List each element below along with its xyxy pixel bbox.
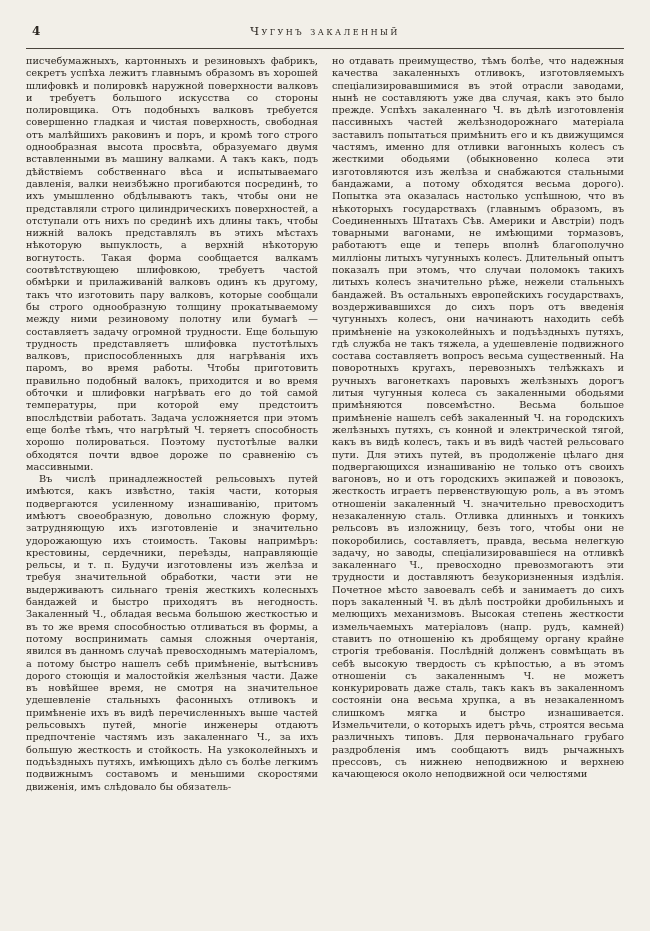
page-number: 4 xyxy=(32,24,41,38)
column-right xyxy=(332,56,624,794)
paragraph: но отдавать преимущество, тѣмъ болѣе, что надежныя качества закаленныхъ отливокъ, изготовляемыхъ спеціализировавшимися въ этой отрасли заводами, нынѣ не составляютъ уже два случая, какъ это было прежде. Успѣхъ закаленнаго Ч. въ дѣлѣ изготовленія пассивныхъ частей желѣзнодорожнаго матеріала заставилъ попытаться примѣнить его и къ движущимся частямъ, именно для отливки вагонныхъ колесъ съ жесткими ободьями (обыкновенно колеса эти изготовляются изъ желѣза и снабжаются стальными бандажами, а потому обходятся весьма дорого). Попытка эта оказалась настолько успѣшною, что въ нѣкоторыхъ государствахъ (главнымъ образомъ, въ Соединенныхъ Штатахъ Сѣв. Америки и Австріи) подъ товарными вагонами, не имѣющими тормазовъ, работаютъ еще и теперь вполнѣ благополучно милліоны литыхъ чугунныхъ колесъ. Длительный опытъ показалъ при этомъ, что случаи поломокъ такихъ литыхъ колесъ значительно рѣже, нежели стальныхъ бандажей. Въ остальныхъ европейскихъ государствахъ, воздерживавшихся до сихъ поръ отъ введенія чугунныхъ колесъ, они начинаютъ находить себѣ примѣненіе на узкоколейныхъ и подъѣздныхъ путяхъ, гдѣ служба не такъ тяжела, а удешевленіе подвижного состава составляетъ вопросъ весьма существенный. На поворотныхъ кругахъ, перевозныхъ телѣжкахъ и ручныхъ вагонеткахъ паровыхъ желѣзныхъ дорогъ литыя чугунныя колеса съ закаленными ободьями примѣняются повсемѣстно. Весьма большое примѣненіе нашелъ себѣ закаленный Ч. на городскихъ желѣзныхъ путяхъ, съ конной и электрической тягой, какъ въ видѣ колесъ, такъ и въ видѣ частей рельсоваго пути. Для этихъ путей, въ продолженіе цѣлаго дня подвергающихся изнашиванію не только отъ своихъ вагоновъ, но и отъ городскихъ экипажей и повозокъ, жесткость играетъ первенствующую роль, а въ этомъ отношеніи закаленный Ч. значительно превосходитъ незакаленную сталь. Отливка длинныхъ и тонкихъ рельсовъ въ изложницу, безъ того, чтобы они не покоробились, составляетъ, правда, весьма нелегкую задачу, но заводы, спеціализировавшіеся на отливкѣ закаленнаго Ч., превосходно превозмогаютъ эти трудности и доставляютъ безукоризненныя издѣлія. Почетное мѣсто завоевалъ себѣ и занимаетъ до сихъ поръ закаленный Ч. въ дѣлѣ постройки дробильныхъ и мелющихъ механизмовъ. Высокая степень жесткости измельчаемыхъ матеріаловъ (напр. рудъ, камней) ставитъ по отношенію къ дробящему органу крайне строгія требованія. Послѣдній долженъ совмѣщать въ себѣ высокую твердость съ крѣпостью, а въ этомъ отношеніи съ закаленнымъ Ч. не можетъ конкурировать даже сталь, такъ какъ въ закаленномъ состояніи она весьма хрупка, а въ незакаленномъ слишкомъ мягка и быстро изнашивается. Измельчители, о которыхъ идетъ рѣчь, строятся весьма различныхъ типовъ. Для первоначальнаго грубаго раздробленія имъ сообщаютъ видъ рычажныхъ прессовъ, съ нижнею неподвижною и верхнею качающеюся около неподвижной оси челюстями xyxy=(332,56,624,781)
column-left xyxy=(26,56,318,794)
paragraph: Въ числѣ принадлежностей рельсовыхъ путей имѣются, какъ извѣстно, такія части, которыя подвергаются усиленному изнашиванію, притомъ имѣютъ своеобразную, довольно сложную форму, затрудняющую ихъ изготовленіе и значительно удорожающую ихъ стоимость. Таковы напримѣръ: крестовины, сердечники, переѣзды, направляющіе рельсы, и т. п. Будучи изготовлены изъ желѣза и требуя значительной обработки, части эти не выдерживаютъ сильнаго тренія жесткихъ колесныхъ бандажей и быстро приходятъ въ негодность. Закаленный Ч., обладая весьма большою жесткостью и въ то же время способностью отливаться въ формы, а потому воспринимать самыя сложныя очертанія, явился въ данномъ случаѣ превосходнымъ матеріаломъ, а потому быстро нашелъ себѣ примѣненіе, вытѣснивъ дорого стоющія и малостойкія желѣзныя части. Даже въ новѣйшее время, не смотря на значительное удешевленіе стальныхъ фасонныхъ отливокъ и примѣненіе ихъ въ видѣ перечисленныхъ выше частей рельсовыхъ путей, многіе инженеры отдаютъ предпочтеніе частямъ изъ закаленнаго Ч., за ихъ большую жесткость и стойкость. На узкоколейныхъ и подъѣздныхъ путяхъ, имѣющихъ дѣло съ болѣе легкимъ подвижнымъ составомъ и меньшими скоростями движенія, имъ слѣдовало бы обязатель- xyxy=(26,474,318,793)
paragraph: писчебумажныхъ, картонныхъ и резиновыхъ фабрикъ, секретъ успѣха лежитъ главнымъ образомъ въ хорошей шлифовкѣ и полировкѣ наружной поверхности валковъ и требуетъ большого искусства со стороны полировщика. Отъ подобныхъ валковъ требуется совершенно гладкая и чистая поверхность, свободная отъ малѣйшихъ раковинъ и поръ, и кромѣ того строго однообразная высота просвѣта, образуемаго двумя вставленными въ машину валками. А такъ какъ, подъ дѣйствіемъ собственнаго вѣса и испытываемаго давленія, валки неизбѣжно прогибаются посрединѣ, то ихъ умышленно обдѣлываютъ такъ, чтобы они не представляли строго цилиндрическихъ поверхностей, а отступали отъ нихъ по срединѣ ихъ длины такъ, чтобы нижній валокъ представлялъ въ этихъ мѣстахъ нѣкоторую выпуклость, а верхній нѣкоторую вогнутость. Такая форма сообщается валкамъ соотвѣтствующею шлифовкою, требуетъ частой обмѣрки и прилаживаній валковъ одинъ къ другому, такъ что изготовить пару валковъ, которые сообщали бы строго однообразную толщину прокатываемому между ними резиновому полотну или бумагѣ — составляетъ задачу огромной трудности. Еще большую трудность представляетъ шлифовка пустотѣлыхъ валковъ, приспособленныхъ для нагрѣванія ихъ паромъ, во время работы. Чтобы приготовить правильно подобный валокъ, приходится и во время обточки и шлифовки нагрѣвать его до той самой температуры, при которой ему предстоитъ впослѣдствіи работать. Задача усложняется при этомъ еще болѣе тѣмъ, что нагрѣтый Ч. теряетъ способность хорошо полироваться. Поэтому пустотѣлые валки обходятся почти вдвое дороже по сравненію съ массивными. xyxy=(26,56,318,473)
header-rule xyxy=(26,48,624,49)
page-header xyxy=(26,24,624,46)
text-columns xyxy=(26,56,624,794)
running-title: Чугунъ закаленный xyxy=(250,24,400,38)
